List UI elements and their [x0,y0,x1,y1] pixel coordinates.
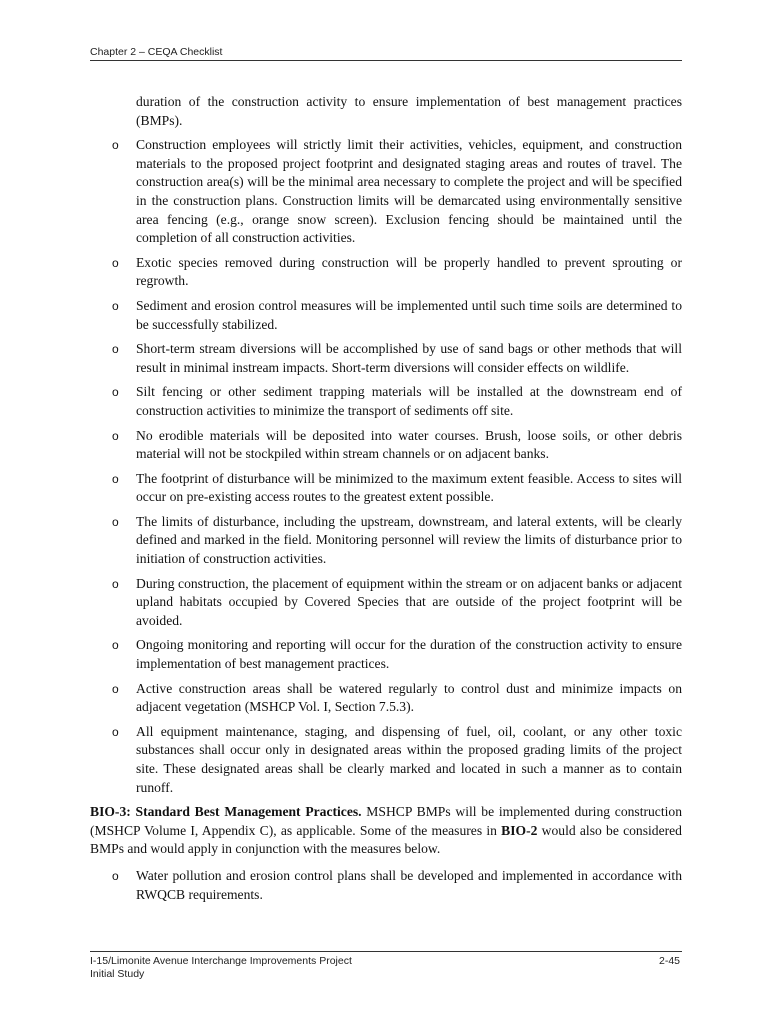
list-item-text: No erodible materials will be deposited into water courses. Brush, loose soils, or other debris material will not be stockpiled within stream channels or on adjacent banks. [136,427,682,462]
list-item [90,136,682,248]
bullet-icon: o [112,138,119,153]
page-number: 2-45 [658,955,680,967]
list-item-text: During construction, the placement of equipment within the stream or on adjacent banks or adjacent upland habitats occupied by Covered Species that are outside of the project footprint will be avoided. [136,575,682,628]
list-item-text: Active construction areas shall be watered regularly to control dust and minimize impacts on adjacent vegetation (MSHCP Vol. I, Section 7.5.3). [136,680,682,715]
list-item [90,427,682,464]
bio3-text-part1: MSHCP BMPs will be implemented during construction (MSHCP Volume I, Appendix C), as applicable. Some of the measures in [90,804,682,838]
chapter-title: Chapter 2 – CEQA Checklist [90,46,223,58]
list-item [90,575,682,631]
list-item [90,470,682,507]
bullet-icon: o [112,385,119,400]
list-item [90,383,682,420]
list-item [90,636,682,673]
list-item-text: Short-term stream diversions will be accomplished by use of sand bags or other methods that will result in minimal instream impacts. Short-term diversions will consider effects on wildlife. [136,341,682,375]
list-item [90,680,682,717]
bullet-icon: o [112,681,119,696]
list-item-text: Sediment and erosion control measures will be implemented until such time soils are determined to be successfully stabilized. [136,297,682,332]
list-item-text: The footprint of disturbance will be minimized to the maximum extent feasible. Access to sites will occur on pre-existing access routes to the greatest extent possible. [136,470,682,505]
bio3-heading: BIO-3: Standard Best Management Practices. [90,804,362,820]
list-item-text: Exotic species removed during construction will be properly handled to prevent sprouting or regrowth. [136,254,682,289]
bullet-icon: o [112,255,119,270]
list-item-text: Water pollution and erosion control plans shall be developed and implemented in accordance with RWQCB requirements. [136,867,682,902]
bio3-text-part2: would also be considered BMPs and would apply in conjunction with the measures below. [90,822,682,857]
list-item [90,340,682,377]
list-item [90,723,682,797]
bio2-reference: BIO-2 [501,822,538,838]
body-text [90,93,682,910]
page-header [90,46,682,61]
list-item [90,867,682,904]
bullet-icon: o [112,868,119,883]
list-item [90,513,682,569]
continued-bullet-text: duration of the construction activity to ensure implementation of best management practices (BMPs). [136,94,682,128]
page-footer [90,951,682,981]
bullet-icon: o [112,428,119,443]
bullet-icon: o [112,471,119,486]
list-item-text: Silt fencing or other sediment trapping materials will be installed at the downstream end of construction activities to minimize the transport of sediments off site. [136,384,682,418]
project-title: I-15/Limonite Avenue Interchange Improvements Project [90,955,352,967]
bullet-icon: o [112,342,119,357]
document-type: Initial Study [90,968,145,980]
list-item-text: All equipment maintenance, staging, and dispensing of fuel, oil, coolant, or any other toxic substances shall occur only in designated areas within the proposed grading limits of the project site. These designated areas shall be clearly marked and located in such a manner as to contain runoff. [136,723,682,795]
bullet-icon: o [112,514,119,529]
list-item-text: The limits of disturbance, including the upstream, downstream, and lateral extents, will be clearly defined and marked in the field. Monitoring personnel will review the limits of disturbance prior to initiation of construction activities. [136,513,682,567]
list-item [90,297,682,334]
bullet-icon: o [112,724,119,739]
bullet-icon: o [112,298,119,313]
bio3-paragraph [90,803,682,859]
list-item-text: Construction employees will strictly limit their activities, vehicles, equipment, and construction materials to the proposed project footprint and designated staging areas and routes of travel. The construction area(s) will be the minimal area necessary to complete the project and will be specified in the construction plans. Construction limits will be demarcated using environmentally sensitive area fencing (e.g., orange snow screen). Exclusion fencing should be maintained until the completion of all construction activities. [136,137,682,246]
bullet-icon: o [112,638,119,653]
list-item-text: Ongoing monitoring and reporting will occur for the duration of the construction activity to ensure implementation of best management practices. [136,637,682,672]
mitigation-bullet-list [90,136,682,797]
list-item [90,254,682,291]
bio3-bullet-list [90,867,682,904]
bullet-icon: o [112,576,119,591]
